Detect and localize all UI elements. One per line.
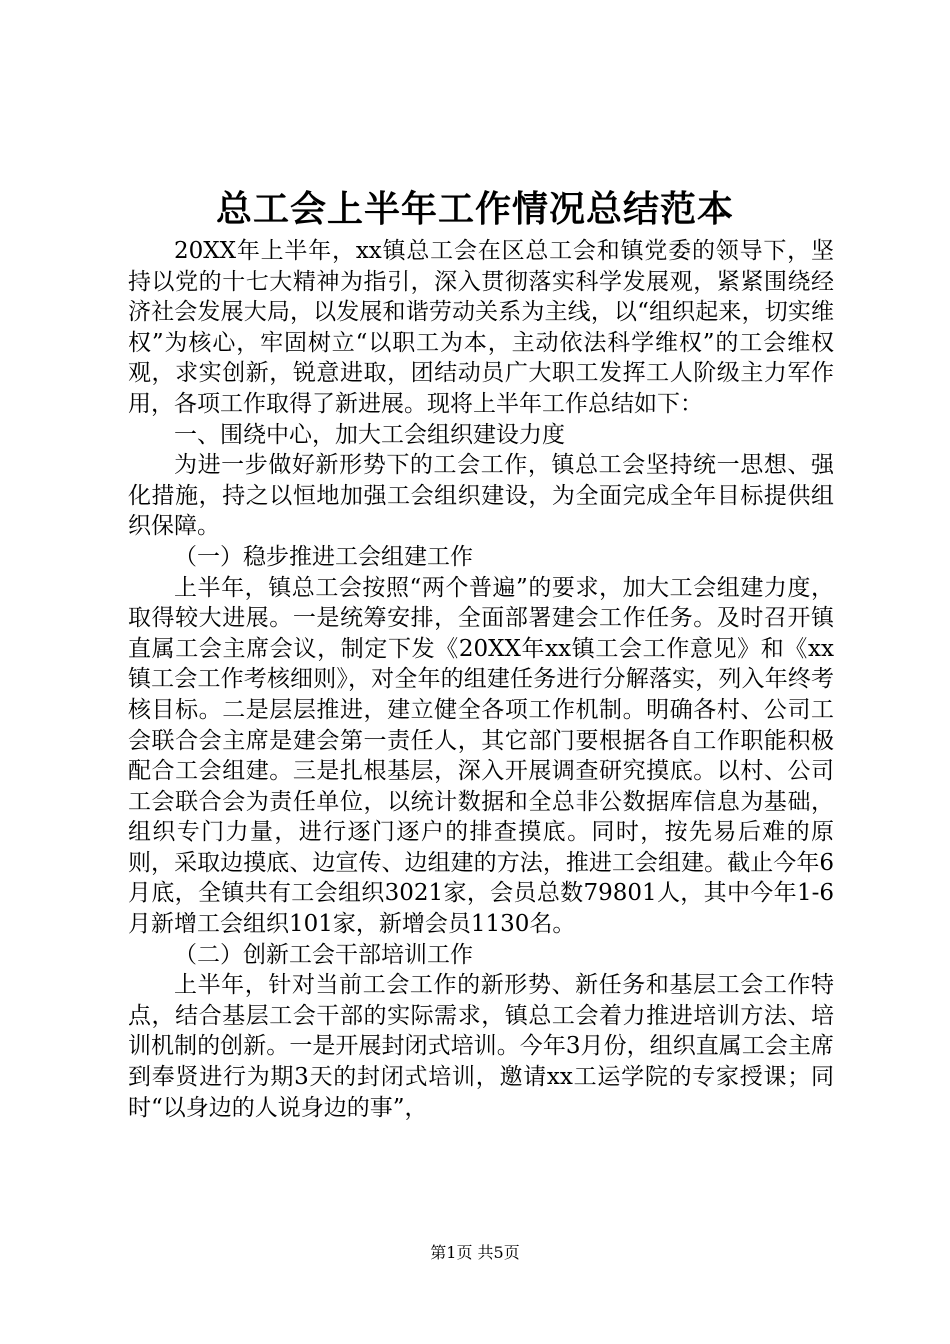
subsection-heading-2: （二）创新工会干部培训工作 — [174, 941, 473, 968]
subsection-heading-1: （一）稳步推进工会组建工作 — [174, 543, 473, 570]
document-body — [128, 236, 834, 1123]
document-title: 总工会上半年工作情况总结范本 — [215, 189, 734, 230]
page-number-footer: 第1页 共5页 — [430, 1243, 520, 1262]
paragraph-intro: 20XX年上半年，xx镇总工会在区总工会和镇党委的领导下，坚持以党的十七大精神为指引，深入贯彻落实科学发展观，紧紧围绕经济社会发展大局，以发展和谐劳动关系为主线，以“组织起来，切实维权”为核心，牢固树立“以职工为本，主动依法科学维权”的工会维权观，求实创新，锐意进取，团结动员广大职工发挥工人阶级主力军作用，各项工作取得了新进展。现将上半年工作总结如下： — [128, 238, 834, 417]
paragraph-section-1: 为进一步做好新形势下的工会工作，镇总工会坚持统一思想、强化措施，持之以恒地加强工会组织建设，为全面完成全年目标提供组织保障。 — [128, 452, 834, 540]
paragraph-subsection-2: 上半年，针对当前工会工作的新形势、新任务和基层工会工作特点，结合基层工会干部的实际需求，镇总工会着力推进培训方法、培训机制的创新。一是开展封闭式培训。今年3月份，组织直属工会主席到奉贤进行为期3天的封闭式培训，邀请xx工运学院的专家授课；同时“以身边的人说身边的事”， — [128, 972, 834, 1121]
paragraph-subsection-1: 上半年，镇总工会按照“两个普遍”的要求，加大工会组建力度，取得较大进展。一是统筹安排，全面部署建会工作任务。及时召开镇直属工会主席会议，制定下发《20XX年xx镇工会工作意见》和《xx镇工会工作考核细则》，对全年的组建任务进行分解落实，列入年终考核目标。二是层层推进，建立健全各项工作机制。明确各村、公司工会联合会主席是建会第一责任人，其它部门要根据各自工作职能积极配合工会组建。三是扎根基层，深入开展调查研究摸底。以村、公司工会联合会为责任单位，以统计数据和全总非公数据库信息为基础，组织专门力量，进行逐门逐户的排查摸底。同时，按先易后难的原则，采取边摸底、边宣传、边组建的方法，推进工会组建。截止今年6月底，全镇共有工会组织3021家，会员总数79801人，其中今年1-6月新增工会组织101家，新增会员1130名。 — [128, 574, 834, 938]
section-heading-1: 一、围绕中心，加大工会组织建设力度 — [174, 421, 565, 448]
